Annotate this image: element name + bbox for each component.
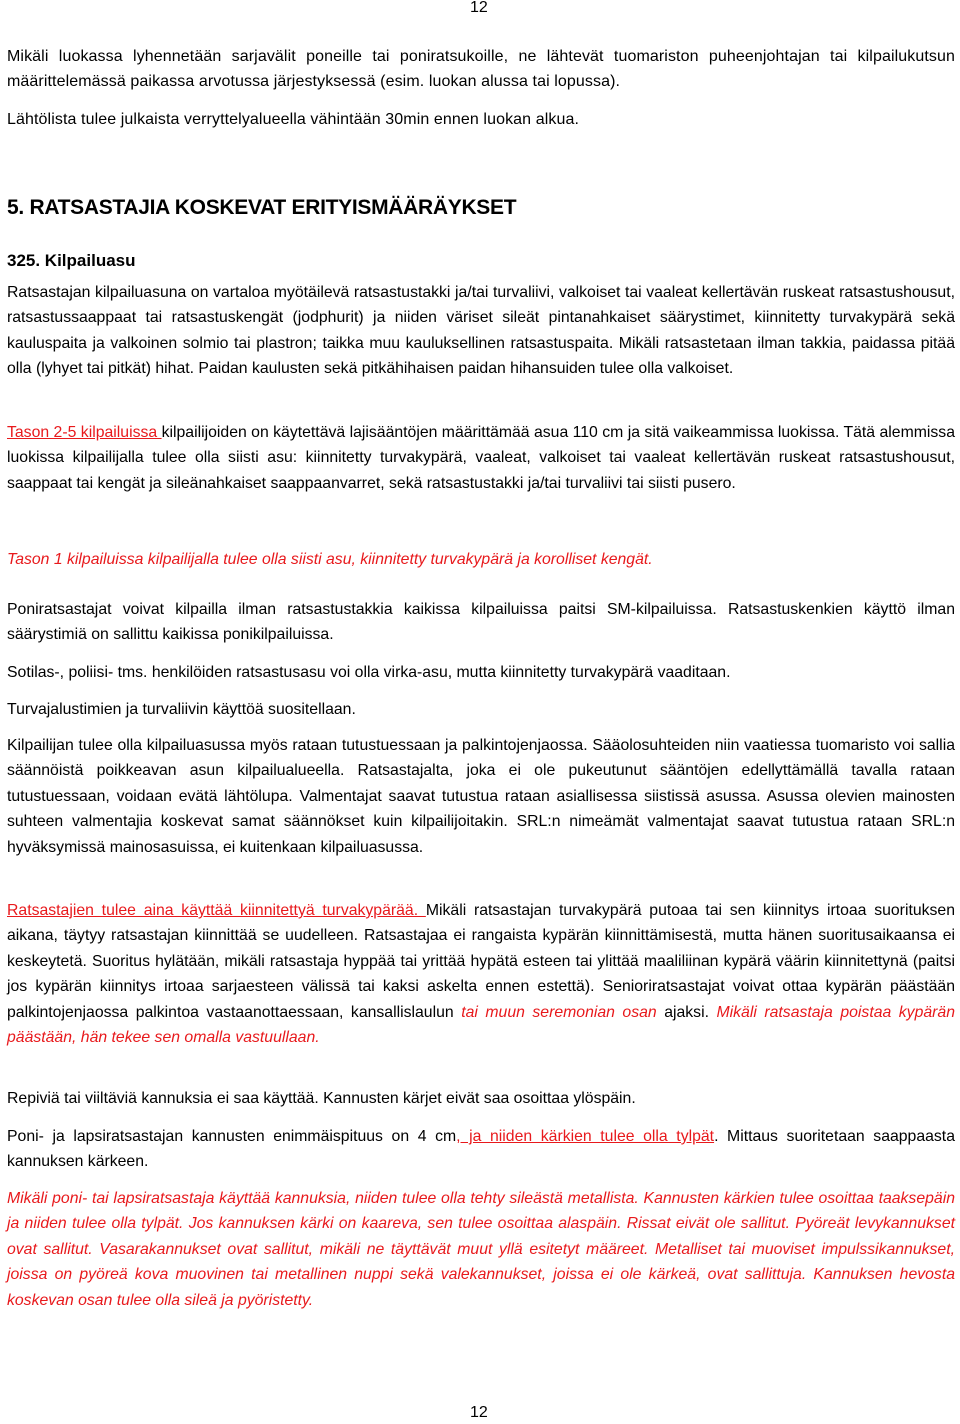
intro-paragraph-1: Mikäli luokassa lyhennetään sarjavälit poneille tai poniratsukoille, ne lähtevät tuomariston puheenjohtajan tai kilpailukutsun määrittelemässä paikassa arvotussa järjestyksessä (esim. luokan alussa tai lopussa). [7,48,955,91]
spur-length-text: Poni- ja lapsiratsastajan kannusten enimmäispituus on 4 cm [7,1128,457,1145]
paragraph-pony-spurs: Mikäli poni- tai lapsiratsastaja käyttää kannuksia, niiden tulee olla tehty sileästä metallista. Kannusten kärkien tulee osoittaa taaksepäin ja niiden tulee olla tylpät. Jos kannuksen kärki on kaareva, sen tulee osoittaa alaspäin. Rissat eivät ole sallitut. Pyöreät levykannukset ovat sallitut. Vasarakannukset ovat sallitut, mikäli ne täyttävät muut yllä esitetyt määreet. Metalliset tai muoviset impulssikannukset, joissa on pyöreä kova muovinen tai metallinen nuppi sekä valekannukset, joissa ei ole kärkeä, ovat sallittuja. Kannuksen hevosta koskevan osan tulee olla sileä ja pyöristetty. [7,1190,955,1309]
paragraph-attire: Ratsastajan kilpailuasuna on vartaloa myötäilevä ratsastustakki ja/tai turvaliivi, valkoiset tai vaaleat kellertävän ruskeat ratsastushousut, ratsastussaappaat tai ratsastuskengät (jodphurit) ja niiden väriset sileät pintanahkaiset säärystimet, kiinnitetty turvakypärä sekä kauluspaita ja valkoinen solmio tai plastron; taikka muu kauluksellinen ratsastuspaita. Mikäli ratsastetaan ilman takkia, paidassa pitää olla (lyhyet tai pitkät) hihat. Paidan kaulusten sekä pitkähihaisen paidan hihansuiden tulee olla valkoiset. [7,284,955,378]
helmet-rule-text-2: ajaksi. [656,1003,717,1021]
helmet-rule-highlight: Ratsastajien tulee aina käyttää kiinnitettyä turvakypärää. [7,902,426,919]
intro-paragraph-2: Lähtölista tulee julkaista verryttelyalueella vähintään 30min ennen luokan alkua. [7,111,580,128]
spur-tips-highlight: , ja niiden kärkien tulee olla tylpät [456,1128,715,1145]
helmet-responsibility-italic: Mikäli ratsastaja poistaa kypärän päästään, hän tekee sen omalla vastuullaan. [7,1003,955,1047]
paragraph-military-police: Sotilas-, poliisi- tms. henkilöiden ratsastusasu voi olla virka-asu, mutta kiinnitetty turvakypärä vaaditaan. [7,664,731,681]
paragraph-level-1: Tason 1 kilpailuissa kilpailijalla tulee olla siisti asu, kiinnitetty turvakypärä ja korolliset kengät. [7,551,653,568]
level-2-5-text: kilpailijoiden on käytettävä lajisääntöjen määrittämää asua 110 cm ja sitä vaikeammissa luokissa. Tätä alemmissa luokissa kilpailijalla tulee olla siisti asu: kiinnitetty turvakypärä, vaaleat, valkoiset tai vaaleat kellertävän ruskeat ratsastushousut, saappaat tai kengät ja sileänahkaiset saappaanvarret, sekä ratsastustakki ja/tai turvaliivi tai siisti pusero. [7,424,955,492]
helmet-rule-text: Mikäli ratsastajan turvakypärä putoaa tai sen kiinnitys irtoaa suorituksen aikana, täytyy ratsastajan kiinnittää se uudelleen. Ratsastajaa ei rangaista kypärän kiinnittämisestä, mutta hänen suoritusaikaansa ei keskeytetä. Suoritus hylätään, mikäli ratsastaja hyppää tai yrittää hypätä esteen tai ylittää maaliliinan kypärä väärin kiinnitettynä (paitsi jos kypärän kiinnitys irtoaa sarjaesteen välissä tai kaksi askelta ennen estettä). Senioriratsastajat voivat ottaa kypärän päästään palkintojenjaossa palkintoa vastaanottaessaan, kansallislaulun [7,902,955,1021]
section-heading: 5. RATSASTAJIA KOSKEVAT ERITYISMÄÄRÄYKSET [7,196,517,219]
paragraph-helmet [7,898,955,1050]
spur-length-text-2: . Mittaus suoritetaan saappaasta kannuksen kärkeen. [7,1128,955,1171]
page-number-top: 12 [470,0,488,16]
paragraph-safety-stirrups: Turvajalustimien ja turvaliivin käyttöä suositellaan. [7,701,356,718]
level-2-5-link-text: Tason 2-5 kilpailuissa [7,424,162,441]
subsection-heading: 325. Kilpailuasu [7,251,136,270]
helmet-ceremony-italic: tai muun seremonian osan [461,1003,657,1021]
paragraph-pony-riders: Poniratsastajat voivat kilpailla ilman ratsastustakkia kaikissa kilpailuissa paitsi SM-kilpailuissa. Ratsastuskenkien käyttö ilman säärystimiä on sallittu kaikissa ponikilpailuissa. [7,601,955,644]
paragraph-prizegiving-attire: Kilpailijan tulee olla kilpailuasussa myös rataan tutustuessaan ja palkintojenjaossa. Sääolosuhteiden niin vaatiessa tuomaristo voi sallia säännöistä poikkeavan asun kilpailualueella. Ratsastajalta, joka ei ole pukeutunut sääntöjen edellyttämällä tavalla rataan tutustuessaan, voidaan evätä lähtölupa. Valmentajat saavat tutustua rataan asiallisessa siistissä asussa. Asussa olevien mainosten suhteen valmentajia koskevat samat säännökset kuin kilpailijoitakin. SRL:n nimeämät valmentajat saavat tutustua rataan SRL:n hyväksymissä mainosasuissa, ei kuitenkaan kilpailuasussa. [7,737,955,856]
page-number-bottom: 12 [470,1404,488,1421]
paragraph-level-2-5 [7,420,955,496]
paragraph-spur-length [7,1124,955,1175]
paragraph-spurs: Repiviä tai viiltäviä kannuksia ei saa käyttää. Kannusten kärjet eivät saa osoittaa ylöspäin. [7,1090,636,1107]
